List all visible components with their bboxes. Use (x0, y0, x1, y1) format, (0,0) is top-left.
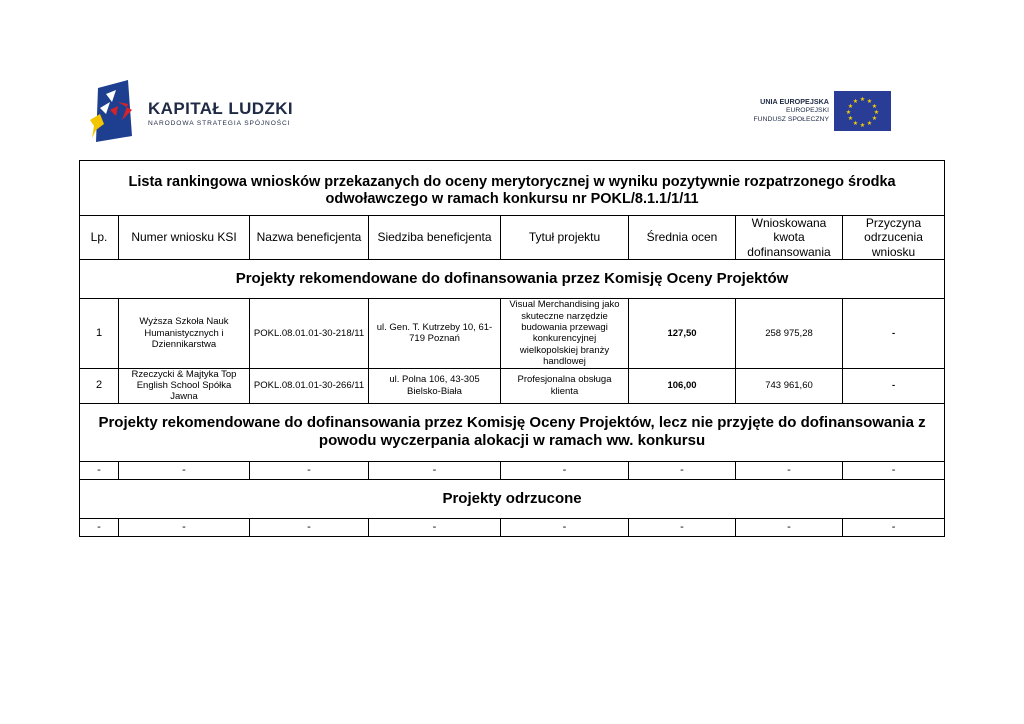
svg-text:★: ★ (866, 98, 873, 105)
empty-cell: - (369, 518, 501, 536)
empty-cell: - (501, 461, 629, 479)
cell-average-score: 106,00 (629, 368, 736, 403)
empty-cell: - (736, 461, 843, 479)
empty-cell: - (501, 518, 629, 536)
svg-text:★: ★ (871, 103, 878, 110)
table-row (80, 299, 945, 368)
cell-seat: ul. Polna 106, 43-305 Bielsko-Biała (369, 368, 501, 403)
eu-logo-text (753, 97, 829, 124)
cell-beneficiary: Rzeczycki & Majtyka Top English School Spółka Jawna (119, 368, 250, 403)
svg-text:★: ★ (859, 96, 866, 103)
cell-requested-amount: 743 961,60 (736, 368, 843, 403)
empty-cell: - (736, 518, 843, 536)
ranking-table (79, 160, 945, 537)
svg-text:★: ★ (845, 109, 852, 116)
eu-flag-icon (834, 91, 891, 131)
section-not-accepted-row (80, 403, 945, 461)
svg-text:★: ★ (852, 120, 859, 127)
cell-ksi: POKL.08.01.01-30-266/11 (250, 368, 369, 403)
empty-row (80, 461, 945, 479)
svg-text:★: ★ (859, 122, 866, 129)
header-seat: Siedziba beneficjenta (369, 216, 501, 260)
section-rejected-row (80, 479, 945, 518)
empty-cell: - (80, 518, 119, 536)
header-row (80, 216, 945, 260)
empty-cell: - (250, 518, 369, 536)
empty-cell: - (629, 461, 736, 479)
cell-rejection-reason: - (843, 368, 945, 403)
svg-text:★: ★ (847, 115, 854, 122)
header-rejection-reason: Przyczyna odrzucenia wniosku (843, 216, 945, 260)
header-beneficiary: Nazwa beneficjenta (250, 216, 369, 260)
table-title-line-1: Lista rankingowa wniosków przekazanych do oceny merytorycznej w wyniku pozytywnie rozpatrzonego środka (128, 173, 896, 190)
section-rejected: Projekty odrzucone (80, 479, 945, 518)
kapital-ludzki-title: KAPITAŁ LUDZKI (148, 99, 294, 118)
cell-lp: 2 (80, 368, 119, 403)
cell-beneficiary: Wyższa Szkoła Nauk Humanistycznych i Dziennikarstwa (119, 299, 250, 368)
cell-seat: ul. Gen. T. Kutrzeby 10, 61-719 Poznań (369, 299, 501, 368)
eu-line-2: EUROPEJSKI (785, 107, 829, 114)
section-not-accepted-line-2: powodu wyczerpania alokacji w ramach ww. konkursu (318, 432, 706, 450)
empty-cell: - (843, 461, 945, 479)
cell-project-title: Profesjonalna obsługa klienta (501, 368, 629, 403)
kapital-ludzki-logo (88, 80, 328, 144)
empty-row (80, 518, 945, 536)
svg-text:★: ★ (871, 115, 878, 122)
cell-average-score: 127,50 (629, 299, 736, 368)
cell-ksi: POKL.08.01.01-30-218/11 (250, 299, 369, 368)
eu-line-3: FUNDUSZ SPOŁECZNY (753, 116, 829, 123)
section-recommended-row (80, 260, 945, 299)
title-row (80, 161, 945, 216)
eu-logo (748, 90, 893, 134)
cell-requested-amount: 258 975,28 (736, 299, 843, 368)
empty-cell: - (250, 461, 369, 479)
empty-cell: - (119, 461, 250, 479)
svg-text:★: ★ (847, 103, 854, 110)
kapital-ludzki-subtitle: NARODOWA STRATEGIA SPÓJNOŚCI (148, 120, 291, 127)
kapital-ludzki-emblem-icon (88, 80, 138, 142)
header-project-title: Tytuł projektu (501, 216, 629, 260)
table-title (80, 161, 945, 216)
empty-cell: - (843, 518, 945, 536)
cell-rejection-reason: - (843, 299, 945, 368)
svg-text:★: ★ (866, 120, 873, 127)
empty-cell: - (629, 518, 736, 536)
cell-lp: 1 (80, 299, 119, 368)
section-recommended: Projekty rekomendowane do dofinansowania przez Komisję Oceny Projektów (80, 260, 945, 299)
svg-text:★: ★ (873, 109, 880, 116)
header-ksi: Numer wniosku KSI (119, 216, 250, 260)
svg-text:★: ★ (852, 98, 859, 105)
cell-project-title: Visual Merchandising jako skuteczne narzędzie budowania przewagi konkurencyjnej wielkopolskiej branży handlowej (501, 299, 629, 368)
eu-line-1: UNIA EUROPEJSKA (760, 97, 829, 106)
header-lp: Lp. (80, 216, 119, 260)
empty-cell: - (369, 461, 501, 479)
table-row (80, 368, 945, 403)
section-not-accepted-line-1: Projekty rekomendowane do dofinansowania przez Komisję Oceny Projektów, lecz nie przyjęte do dofinansowania z (98, 414, 926, 432)
table-title-line-2: odwoławczego w ramach konkursu nr POKL/8.1.1/1/11 (325, 191, 699, 207)
empty-cell: - (80, 461, 119, 479)
header-requested-amount: Wnioskowana kwota dofinansowania (736, 216, 843, 260)
section-not-accepted (80, 403, 945, 461)
header-average-score: Średnia ocen (629, 216, 736, 260)
empty-cell: - (119, 518, 250, 536)
